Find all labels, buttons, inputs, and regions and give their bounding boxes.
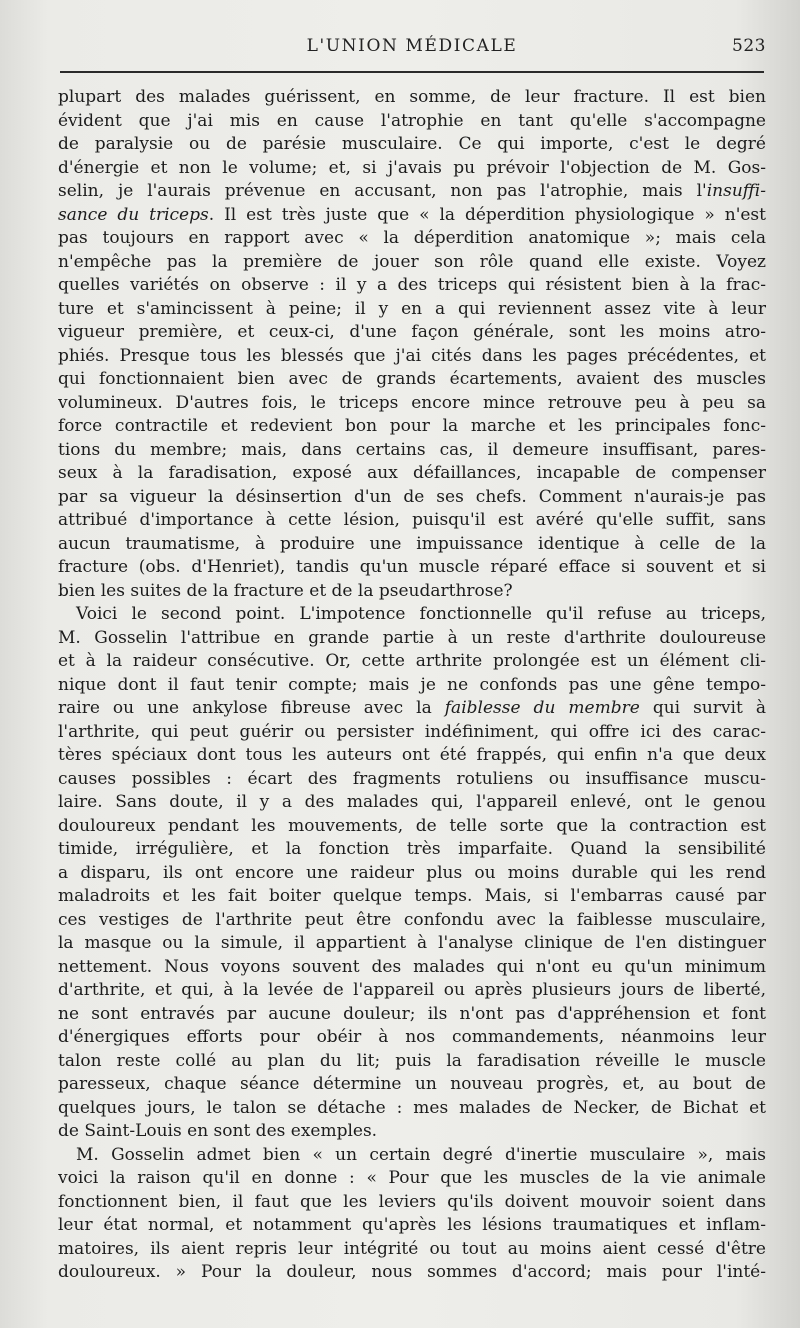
text-line: M. Gosselin admet bien « un certain degré d'inertie musculaire », mais — [76, 1144, 766, 1165]
text-line: quelles variétés on observe : il y a des triceps qui résistent bien à la frac- — [58, 275, 766, 295]
text-line: évident que j'ai mis en cause l'atrophie en tant qu'elle s'accompagne — [58, 110, 766, 131]
text-line: bien les suites de la fracture et de la pseudarthrose? — [58, 580, 513, 601]
text-line: et à la raideur consécutive. Or, cette arthrite prolongée est un élément cli- — [58, 651, 766, 671]
text-line: douloureux. » Pour la douleur, nous sommes d'accord; mais pour l'inté- — [58, 1262, 766, 1282]
text-line: la masque ou la simule, il appartient à l'analyse clinique de l'en distinguer — [58, 933, 766, 953]
paragraph-3 — [58, 1144, 766, 1285]
text-line: raire ou une ankylose fibreuse avec la faiblesse du membre qui survit à — [58, 698, 766, 718]
text-line: tions du membre; mais, dans certains cas, il demeure insuffisant, pares- — [58, 439, 766, 460]
text-line: laire. Sans doute, il y a des malades qui, l'appareil enlevé, ont le genou — [58, 792, 766, 812]
text-line: d'énergiques efforts pour obéir à nos commandements, néanmoins leur — [58, 1027, 766, 1047]
text-line: leur état normal, et notamment qu'après les lésions traumatiques et inflam- — [58, 1215, 766, 1235]
text-line: nique dont il faut tenir compte; mais je ne confonds pas une gêne tempo- — [58, 674, 766, 695]
page-number: 523 — [732, 36, 766, 56]
text-line: timide, irrégulière, et la fonction très imparfaite. Quand la sensibilité — [58, 839, 766, 859]
text-line: pas toujours en rapport avec « la déperdition anatomique »; mais cela — [58, 228, 766, 248]
text-line: ture et s'amincissent à peine; il y en a qui reviennent assez vite à leur — [58, 298, 766, 319]
text-line: l'arthrite, qui peut guérir ou persister indéfiniment, qui offre ici des carac- — [58, 721, 766, 742]
text-line: nettement. Nous voyons souvent des malades qui n'ont eu qu'un minimum — [58, 956, 766, 977]
text-line: ces vestiges de l'arthrite peut être confondu avec la faiblesse musculaire, — [58, 909, 766, 930]
text-line: selin, je l'aurais prévenue en accusant, non pas l'atrophie, mais l'insuffi- — [58, 181, 766, 201]
text-line: par sa vigueur la désinsertion d'un de ses chefs. Comment n'aurais-je pas — [58, 486, 766, 507]
text-line: de Saint-Louis en sont des exemples. — [58, 1121, 378, 1141]
paragraph-2 — [58, 603, 766, 1144]
text-line: a disparu, ils ont encore une raideur plus ou moins durable qui les rend — [58, 862, 766, 883]
text-line: voici la raison qu'il en donne : « Pour que les muscles de la vie animale — [58, 1168, 766, 1188]
text-line: sance du triceps. Il est très juste que « la déperdition physiologique » n'est — [58, 204, 766, 225]
paragraph-1 — [58, 86, 766, 603]
text-line: matoires, ils aient repris leur intégrité ou tout au moins aient cessé d'être — [58, 1238, 766, 1259]
text-line: tères spéciaux dont tous les auteurs ont été frappés, qui enfin n'a que deux — [58, 745, 766, 765]
text-line: causes possibles : écart des fragments rotuliens ou insuffisance muscu- — [58, 768, 766, 789]
text-line: attribué d'importance à cette lésion, puisqu'il est avéré qu'elle suffit, sans — [58, 510, 766, 530]
text-line: n'empêche pas la première de jouer son rôle quand elle existe. Voyez — [58, 251, 766, 272]
text-line: fracture (obs. d'Henriet), tandis qu'un muscle réparé efface si souvent et si — [58, 557, 766, 577]
running-header — [58, 30, 766, 66]
text-line: paresseux, chaque séance détermine un nouveau progrès, et, au bout de — [58, 1074, 766, 1094]
body-text — [58, 86, 766, 1285]
text-line: volumineux. D'autres fois, le triceps encore mince retrouve peu à peu sa — [58, 392, 766, 413]
text-line: aucun traumatisme, à produire une impuissance identique à celle de la — [58, 533, 766, 554]
text-line: qui fonctionnaient bien avec de grands écartements, avaient des muscles — [58, 369, 766, 389]
running-title: L'UNION MÉDICALE — [306, 36, 518, 56]
header-rule — [60, 71, 764, 73]
text-line: de paralysie ou de parésie musculaire. Ce qui importe, c'est le degré — [58, 134, 766, 154]
text-line: Voici le second point. L'impotence fonctionnelle qu'il refuse au triceps, — [76, 604, 766, 624]
text-line: ne sont entravés par aucune douleur; ils n'ont pas d'appréhension et font — [58, 1003, 766, 1024]
text-line: talon reste collé au plan du lit; puis la faradisation réveille le muscle — [58, 1050, 766, 1071]
text-line: maladroits et les fait boiter quelque temps. Mais, si l'embarras causé par — [58, 886, 766, 906]
text-line: d'énergie et non le volume; et, si j'avais pu prévoir l'objection de M. Gos- — [58, 157, 766, 178]
text-line: phiés. Presque tous les blessés que j'ai cités dans les pages précédentes, et — [58, 345, 766, 366]
text-line: seux à la faradisation, exposé aux défaillances, incapable de compenser — [58, 463, 766, 483]
text-line: douloureux pendant les mouvements, de telle sorte que la contraction est — [58, 815, 766, 836]
text-line: fonctionnent bien, il faut que les leviers qu'ils doivent mouvoir soient dans — [58, 1191, 766, 1212]
text-line: M. Gosselin l'attribue en grande partie à un reste d'arthrite douloureuse — [58, 627, 766, 648]
text-line: vigueur première, et ceux-ci, d'une façon générale, sont les moins atro- — [58, 322, 766, 342]
text-line: quelques jours, le talon se détache : mes malades de Necker, de Bichat et — [58, 1097, 766, 1118]
text-line: plupart des malades guérissent, en somme, de leur fracture. Il est bien — [58, 87, 766, 107]
text-line: force contractile et redevient bon pour la marche et les principales fonc- — [58, 416, 766, 436]
text-line: d'arthrite, et qui, à la levée de l'appareil ou après plusieurs jours de liberté, — [58, 980, 766, 1000]
